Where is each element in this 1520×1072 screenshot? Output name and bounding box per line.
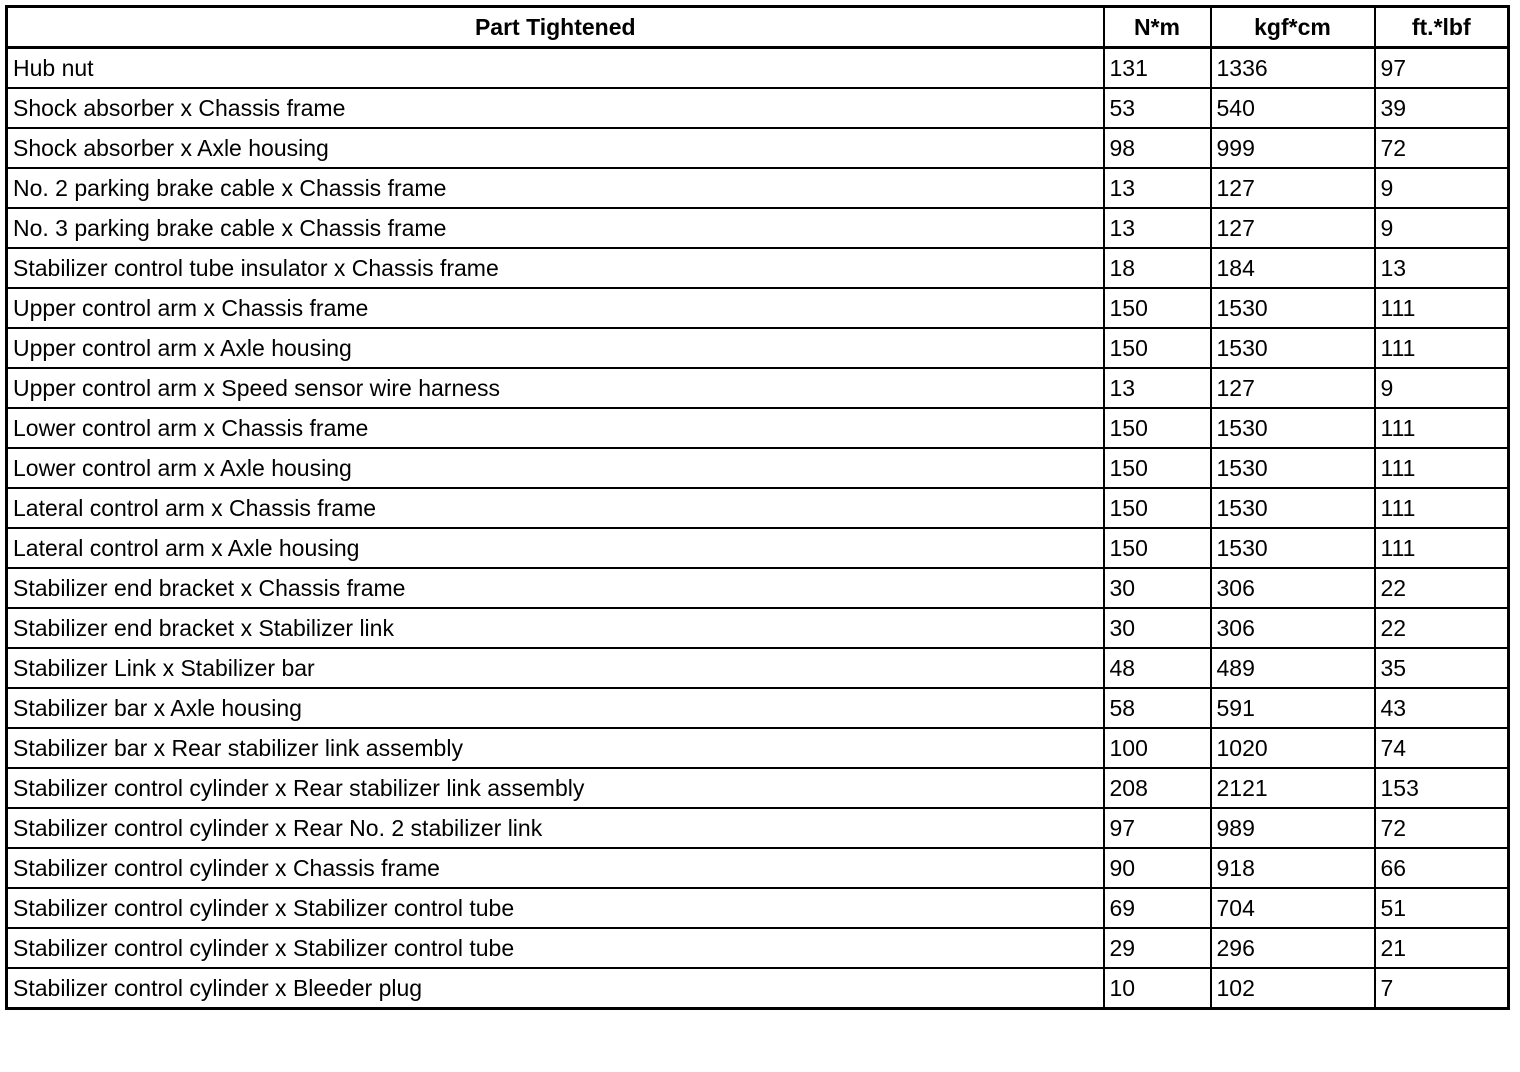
cell-kgf-cm: 1530: [1211, 448, 1375, 488]
cell-newton-meter: 150: [1104, 288, 1211, 328]
cell-part-tightened: No. 2 parking brake cable x Chassis frame: [7, 168, 1104, 208]
cell-part-tightened: Stabilizer Link x Stabilizer bar: [7, 648, 1104, 688]
cell-part-tightened: Lower control arm x Axle housing: [7, 448, 1104, 488]
cell-kgf-cm: 1020: [1211, 728, 1375, 768]
cell-newton-meter: 150: [1104, 448, 1211, 488]
cell-part-tightened: Stabilizer control cylinder x Rear stabilizer link assembly: [7, 768, 1104, 808]
cell-kgf-cm: 540: [1211, 88, 1375, 128]
cell-part-tightened: Stabilizer control cylinder x Stabilizer control tube: [7, 888, 1104, 928]
cell-ft-lbf: 22: [1375, 608, 1509, 648]
table-row: [7, 608, 1509, 648]
cell-ft-lbf: 111: [1375, 488, 1509, 528]
cell-kgf-cm: 102: [1211, 968, 1375, 1009]
cell-part-tightened: Stabilizer control cylinder x Bleeder plug: [7, 968, 1104, 1009]
cell-part-tightened: Upper control arm x Speed sensor wire harness: [7, 368, 1104, 408]
cell-kgf-cm: 999: [1211, 128, 1375, 168]
cell-newton-meter: 53: [1104, 88, 1211, 128]
cell-newton-meter: 29: [1104, 928, 1211, 968]
cell-kgf-cm: 489: [1211, 648, 1375, 688]
cell-ft-lbf: 39: [1375, 88, 1509, 128]
cell-kgf-cm: 989: [1211, 808, 1375, 848]
table-row: [7, 48, 1509, 89]
cell-newton-meter: 90: [1104, 848, 1211, 888]
table-row: [7, 528, 1509, 568]
cell-newton-meter: 13: [1104, 168, 1211, 208]
cell-part-tightened: Lower control arm x Chassis frame: [7, 408, 1104, 448]
cell-kgf-cm: 2121: [1211, 768, 1375, 808]
cell-part-tightened: Stabilizer control cylinder x Chassis frame: [7, 848, 1104, 888]
cell-newton-meter: 98: [1104, 128, 1211, 168]
table-row: [7, 728, 1509, 768]
cell-ft-lbf: 21: [1375, 928, 1509, 968]
cell-kgf-cm: 1336: [1211, 48, 1375, 89]
cell-ft-lbf: 66: [1375, 848, 1509, 888]
cell-newton-meter: 131: [1104, 48, 1211, 89]
table-row: [7, 648, 1509, 688]
cell-kgf-cm: 591: [1211, 688, 1375, 728]
header-newton-meter: N*m: [1104, 7, 1211, 48]
table-row: [7, 168, 1509, 208]
cell-ft-lbf: 7: [1375, 968, 1509, 1009]
cell-part-tightened: No. 3 parking brake cable x Chassis frame: [7, 208, 1104, 248]
cell-ft-lbf: 111: [1375, 288, 1509, 328]
table-row: [7, 368, 1509, 408]
cell-newton-meter: 97: [1104, 808, 1211, 848]
table-row: [7, 88, 1509, 128]
cell-part-tightened: Stabilizer bar x Rear stabilizer link assembly: [7, 728, 1104, 768]
table-row: [7, 568, 1509, 608]
table-row: [7, 288, 1509, 328]
table-row: [7, 688, 1509, 728]
cell-kgf-cm: 306: [1211, 568, 1375, 608]
cell-ft-lbf: 43: [1375, 688, 1509, 728]
cell-ft-lbf: 13: [1375, 248, 1509, 288]
cell-kgf-cm: 127: [1211, 208, 1375, 248]
table-row: [7, 328, 1509, 368]
table-row: [7, 128, 1509, 168]
cell-ft-lbf: 74: [1375, 728, 1509, 768]
cell-kgf-cm: 127: [1211, 168, 1375, 208]
cell-part-tightened: Shock absorber x Axle housing: [7, 128, 1104, 168]
cell-ft-lbf: 22: [1375, 568, 1509, 608]
cell-part-tightened: Stabilizer end bracket x Stabilizer link: [7, 608, 1104, 648]
cell-newton-meter: 69: [1104, 888, 1211, 928]
cell-ft-lbf: 72: [1375, 128, 1509, 168]
torque-spec-table: [5, 5, 1510, 1010]
table-row: [7, 248, 1509, 288]
table-header: [7, 7, 1509, 48]
cell-ft-lbf: 111: [1375, 408, 1509, 448]
cell-newton-meter: 150: [1104, 328, 1211, 368]
cell-newton-meter: 150: [1104, 528, 1211, 568]
cell-part-tightened: Stabilizer control cylinder x Rear No. 2 stabilizer link: [7, 808, 1104, 848]
table-row: [7, 208, 1509, 248]
cell-kgf-cm: 184: [1211, 248, 1375, 288]
cell-kgf-cm: 127: [1211, 368, 1375, 408]
cell-newton-meter: 18: [1104, 248, 1211, 288]
cell-part-tightened: Stabilizer end bracket x Chassis frame: [7, 568, 1104, 608]
cell-ft-lbf: 51: [1375, 888, 1509, 928]
cell-newton-meter: 150: [1104, 408, 1211, 448]
header-row: [7, 7, 1509, 48]
cell-newton-meter: 208: [1104, 768, 1211, 808]
cell-kgf-cm: 1530: [1211, 288, 1375, 328]
cell-newton-meter: 13: [1104, 208, 1211, 248]
cell-ft-lbf: 9: [1375, 208, 1509, 248]
cell-kgf-cm: 1530: [1211, 328, 1375, 368]
table-body: [7, 48, 1509, 1009]
cell-kgf-cm: 1530: [1211, 488, 1375, 528]
cell-ft-lbf: 9: [1375, 368, 1509, 408]
cell-newton-meter: 48: [1104, 648, 1211, 688]
table-row: [7, 808, 1509, 848]
table-row: [7, 408, 1509, 448]
cell-newton-meter: 30: [1104, 608, 1211, 648]
header-kgf-cm: kgf*cm: [1211, 7, 1375, 48]
cell-kgf-cm: 704: [1211, 888, 1375, 928]
cell-kgf-cm: 918: [1211, 848, 1375, 888]
table-row: [7, 488, 1509, 528]
cell-ft-lbf: 35: [1375, 648, 1509, 688]
cell-kgf-cm: 1530: [1211, 408, 1375, 448]
cell-newton-meter: 30: [1104, 568, 1211, 608]
cell-part-tightened: Stabilizer control cylinder x Stabilizer control tube: [7, 928, 1104, 968]
cell-part-tightened: Stabilizer control tube insulator x Chassis frame: [7, 248, 1104, 288]
header-part-tightened: Part Tightened: [7, 7, 1104, 48]
cell-part-tightened: Shock absorber x Chassis frame: [7, 88, 1104, 128]
cell-part-tightened: Upper control arm x Chassis frame: [7, 288, 1104, 328]
cell-kgf-cm: 1530: [1211, 528, 1375, 568]
cell-newton-meter: 100: [1104, 728, 1211, 768]
cell-part-tightened: Lateral control arm x Chassis frame: [7, 488, 1104, 528]
cell-ft-lbf: 9: [1375, 168, 1509, 208]
cell-ft-lbf: 153: [1375, 768, 1509, 808]
cell-newton-meter: 150: [1104, 488, 1211, 528]
cell-kgf-cm: 296: [1211, 928, 1375, 968]
cell-newton-meter: 58: [1104, 688, 1211, 728]
cell-part-tightened: Stabilizer bar x Axle housing: [7, 688, 1104, 728]
table-row: [7, 448, 1509, 488]
cell-ft-lbf: 97: [1375, 48, 1509, 89]
cell-kgf-cm: 306: [1211, 608, 1375, 648]
cell-part-tightened: Hub nut: [7, 48, 1104, 89]
table-row: [7, 968, 1509, 1009]
table-row: [7, 848, 1509, 888]
cell-newton-meter: 10: [1104, 968, 1211, 1009]
cell-newton-meter: 13: [1104, 368, 1211, 408]
table-row: [7, 768, 1509, 808]
table-row: [7, 928, 1509, 968]
table-row: [7, 888, 1509, 928]
cell-ft-lbf: 111: [1375, 448, 1509, 488]
cell-ft-lbf: 72: [1375, 808, 1509, 848]
cell-part-tightened: Upper control arm x Axle housing: [7, 328, 1104, 368]
cell-ft-lbf: 111: [1375, 528, 1509, 568]
header-ft-lbf: ft.*lbf: [1375, 7, 1509, 48]
cell-part-tightened: Lateral control arm x Axle housing: [7, 528, 1104, 568]
cell-ft-lbf: 111: [1375, 328, 1509, 368]
